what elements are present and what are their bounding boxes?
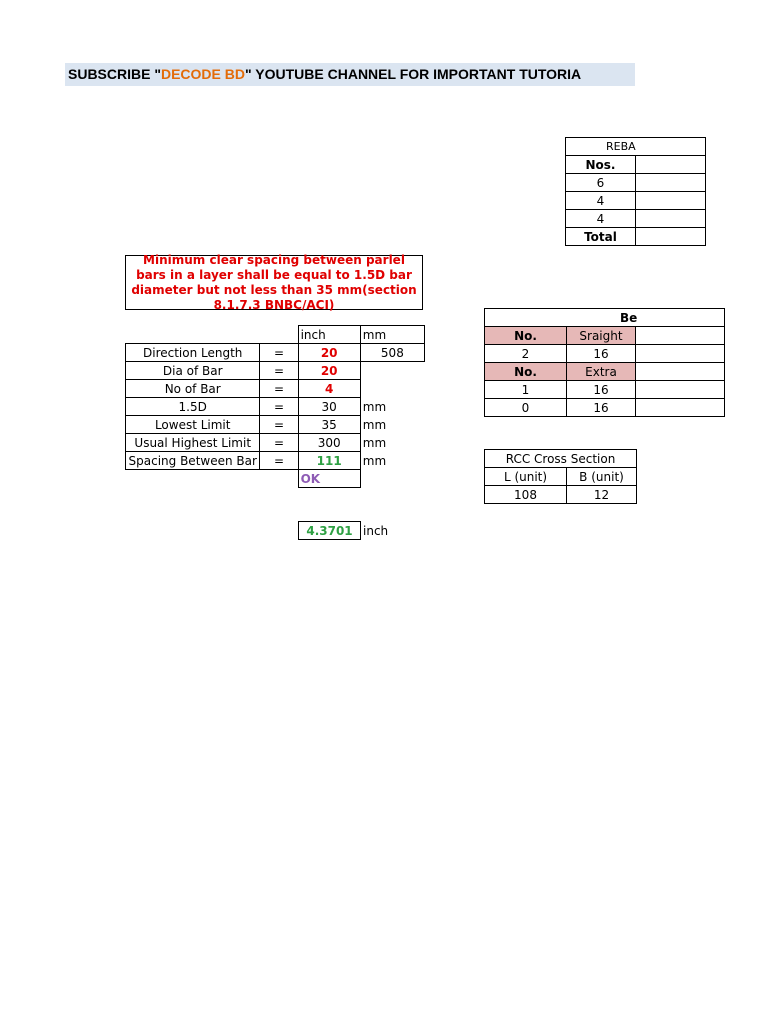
result-unit: inch [363,523,389,538]
row-value: 30 [298,398,360,416]
row-unit: mm [362,453,387,468]
spacing-calc-table [125,325,425,488]
result-row [298,521,419,540]
row-label: No of Bar [126,380,260,398]
row-eq: = [260,362,298,380]
row-label: Dia of Bar [126,362,260,380]
rebar-cell: 6 [566,174,636,192]
table-row [126,398,425,416]
rebar-title: REBA [566,138,706,156]
banner-brand: DECODE BD [160,66,245,82]
rcc-title: RCC Cross Section [485,450,637,468]
rcc-value-l: 108 [485,486,567,504]
rebar-total-label: Total [566,228,636,246]
table-row [126,362,425,380]
result-value: 4.3701 [299,522,361,540]
row-value: 111 [298,452,360,470]
banner-suffix: " YOUTUBE CHANNEL FOR IMPORTANT TUTORIA [245,66,582,82]
row-value[interactable]: 20 [298,344,360,362]
row-unit: mm [362,399,387,414]
row-label: Usual Highest Limit [126,434,260,452]
row-value: 300 [298,434,360,452]
row-value[interactable]: 20 [298,362,360,380]
bar-cell: 0 [485,399,567,417]
status-badge: OK [298,470,360,488]
row-label: Spacing Between Bar [126,452,260,470]
row-extra [360,362,424,380]
bar-cell: 16 [567,345,636,363]
rebar-cell: 4 [566,192,636,210]
rcc-cross-section-table [484,449,637,504]
table-row [126,344,425,362]
rebar-header-nos: Nos. [566,156,636,174]
bar-cell: 16 [567,381,636,399]
table-row [126,380,425,398]
bar-header-extra: Extra [567,363,636,381]
row-label: Lowest Limit [126,416,260,434]
row-label: Direction Length [126,344,260,362]
row-eq: = [260,398,298,416]
bar-cell: 16 [567,399,636,417]
row-value: 35 [298,416,360,434]
rcc-value-b: 12 [567,486,637,504]
table-row [126,434,425,452]
spacing-note-text: Minimum clear spacing between parlel bars in a layer shall be equal to 1.5D bar diameter but not less than 35 mm(section 8.1.7.3 BNBC/ACI) [131,252,417,312]
subscribe-banner [65,63,635,86]
row-unit: mm [362,435,387,450]
row-label: 1.5D [126,398,260,416]
rebar-cell: 4 [566,210,636,228]
row-extra: 508 [360,344,424,362]
bar-header-no: No. [485,327,567,345]
bar-table-wrap [484,308,638,416]
rcc-header-b: B (unit) [567,468,637,486]
row-extra [360,380,424,398]
unit-mm-header: mm [360,326,424,344]
rcc-header-l: L (unit) [485,468,567,486]
bar-cell: 1 [485,381,567,399]
row-eq: = [260,416,298,434]
rebar-table [565,137,706,246]
table-row [126,416,425,434]
bar-header-straight: Sraight [567,327,636,345]
row-value[interactable]: 4 [298,380,360,398]
row-eq: = [260,344,298,362]
spacing-note [125,252,423,312]
banner-prefix: SUBSCRIBE " [68,66,161,82]
bar-header-no: No. [485,363,567,381]
unit-inch-header: inch [298,326,360,344]
row-eq: = [260,434,298,452]
row-unit: mm [362,417,387,432]
rebar-table-wrap [565,137,635,257]
table-row [126,452,425,470]
bar-table [484,308,725,417]
row-eq: = [260,452,298,470]
bar-cell: 2 [485,345,567,363]
row-eq: = [260,380,298,398]
bar-table-title: Be [485,309,725,327]
